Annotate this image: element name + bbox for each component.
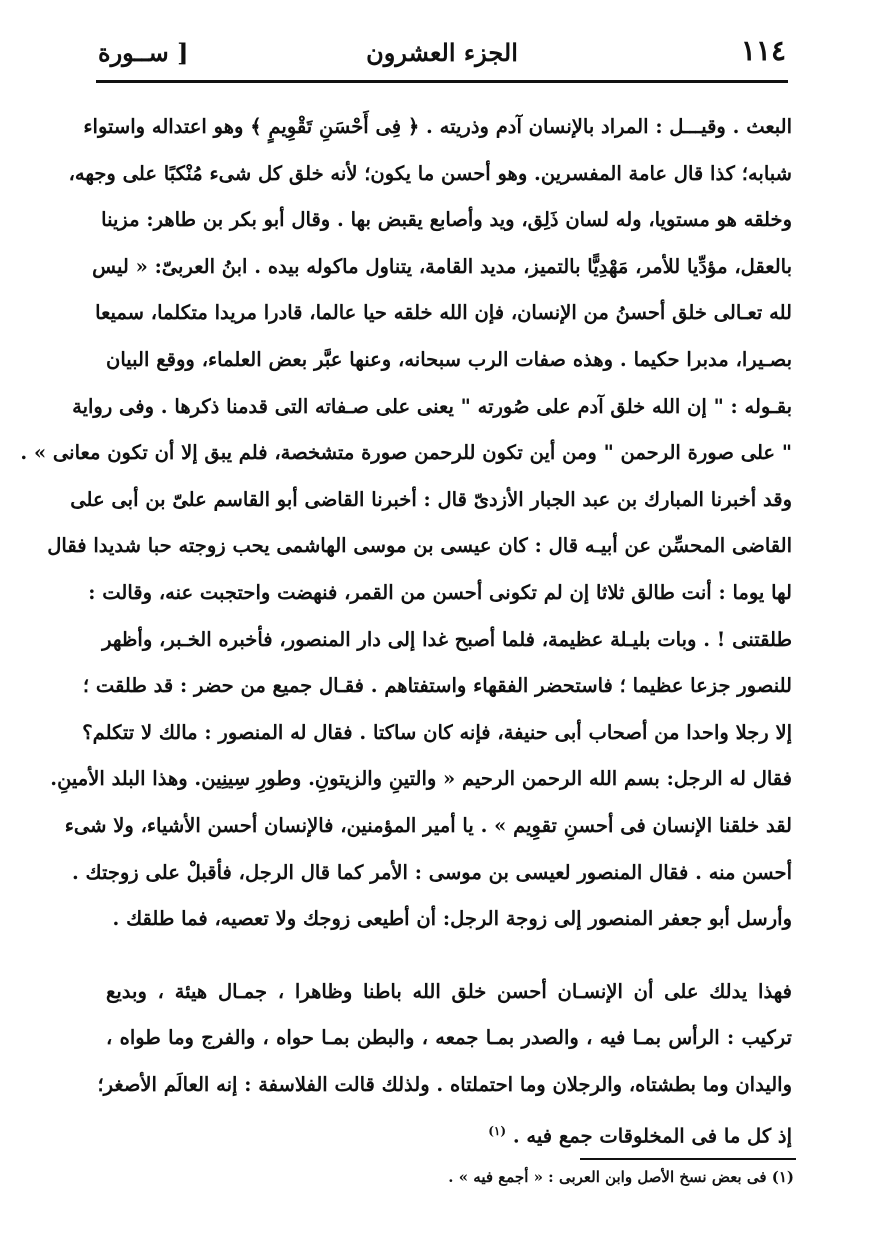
part-title: الجزء العشرون [366,38,518,67]
text-line: لها يوما : أنت طالق ثلاثا إن لم تكونى أحسن من القمر، فنهضت واحتجبت عنه، وقالت : [88,580,792,604]
text-line: أحسن منه . فقال المنصور لعيسى بن موسى : الأمر كما قال الرجل، فأقبلْ على زوجتك . [71,860,792,884]
text-line: لقد خلقنا الإنسان فى أحسنِ تقوِيم » . يا أمير المؤمنين، فالإنسان أحسن الأشياء، ولا شىء [64,813,792,837]
text-line: تركيب : الرأس بمـا فيه ، والصدر بمـا جمعه ، والبطن بمـا حواه ، والفرج وما طواه ، [106,1026,792,1050]
text-line: وأرسل أبو جعفر المنصور إلى زوجة الرجل: أن أطيعى زوجك ولا تعصيه، فما طلقك . [112,907,792,931]
text-line: فقال له الرجل: بسم الله الرحمن الرحيم « والتينِ والزيتونِ. وطورِ سِينِين. وهذا البلد الأمينِ. [50,767,792,791]
text-line: وقد أخبرنا المبارك بن عبد الجبار الأزدىّ قال : أخبرنا القاضى أبو القاسم علىّ بن أبى على [70,487,792,511]
text-line: شبابه؛ كذا قال عامة المفسرين. وهو أحسن ما يكون؛ لأنه خلق كل شىء مُنْكبًا على وجهه، [68,161,792,185]
footnote-rule [580,1158,796,1160]
text-line: بصـيرا، مدبرا حكيما . وهذه صفات الرب سبحانه، وعنها عبَّر بعض العلماء، ووقع البيان [106,347,792,371]
text-line: بقـوله : " إن الله خلق آدم على صُورته " يعنى على صـفاته التى قدمنا ذكرها . وفى رواية [72,394,792,418]
page-header [96,34,788,74]
text-line-last [106,1108,792,1155]
text-line: القاضى المحسِّن عن أبيـه قال : كان عيسى بن موسى الهاشمى يحب زوجته حبا شديدا فقال [47,534,792,558]
text-line: " على صورة الرحمن " ومن أين تكون للرحمن صورة متشخصة، فلم يبق إلا أن تكون معانى » . [20,441,792,465]
body-text [20,104,792,1155]
paragraph-gap [106,943,792,969]
text-line: بالعقل، مؤدِّيا للأمر، مَهْدِيًّا بالتميز، مديد القامة، يتناول ماكوله بيده . ابنُ العربىّ: « ليس [92,254,792,278]
header-rule [96,80,788,83]
text-line: وخلقه هو مستويا، وله لسان ذَلِق، ويد وأصابع يقبض بها . وقال أبو بكر بن طاهر: مزينا [101,208,792,232]
text-line: طلقتنى ! . وبات بليـلة عظيمة، فلما أصبح غدا إلى دار المنصور، فأخبره الخـبر، وأظهر [102,627,792,651]
text-line: فهذا يدلك على أن الإنسـان أحسن خلق الله باطنا وظاهرا ، جمـال هيئة ، وبديع [106,979,792,1003]
text-line: للنصور جزعا عظيما ؛ فاستحضر الفقهاء واستفتاهم . فقـال جميع من حضر : قد طلقت ؛ [82,674,792,698]
text-line: البعث . وقيـــل : المراد بالإنسان آدم وذريته . ﴿ فِى أَحْسَنِ تَقْوِيمٍ ﴾ وهو اعتداله واستواء [83,115,792,138]
text-line-content: إذ كل ما فى المخلوقات جمع فيه . [512,1124,792,1148]
surah-label: [ ســورة [98,38,189,67]
page-number: ١١٤ [740,34,786,67]
footnote-marker: (١) [488,1124,507,1139]
text-line: إلا رجلا واحدا من أصحاب أبى حنيفة، فإنه كان ساكتا . فقال له المنصور : مالك لا تتكلم؟ [82,720,792,744]
text-line: لله تعـالى خلق أحسنُ من الإنسان، فإن الله خلقه حيا عالما، قادرا مريدا متكلما، سميعا [95,301,792,325]
footnote: (١) فى بعض نسخ الأصل وابن العربى : « أجمع فيه » . [448,1168,794,1186]
text-line: واليدان وما بطشتاه، والرجلان وما احتملتاه . ولذلك قالت الفلاسفة : إنه العالَم الأصغر؛ [97,1072,792,1096]
